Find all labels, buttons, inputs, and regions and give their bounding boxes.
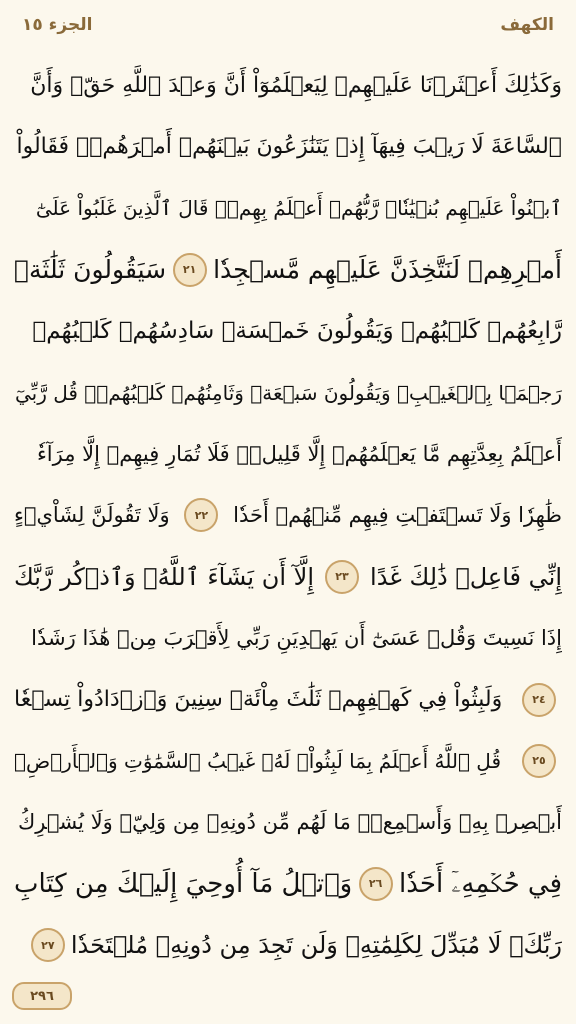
verse-text: رَبِّكَۖ لَا مُبَدِّلَ لِكَلِمَٰتِهِۦ وَلَن تَجِدَ مِن دُونِهِۦ مُلۡتَحَدٗا	[70, 931, 562, 960]
verse-text-area	[14, 55, 562, 976]
text-line	[14, 792, 562, 853]
text-line	[14, 178, 562, 239]
text-line	[14, 546, 562, 607]
verse-text: ظَٰهِرٗا وَلَا تَسۡتَفۡتِ فِيهِم مِّنۡهُمۡ أَحَدٗا	[233, 502, 562, 527]
verse-text: رَجۡمَۢا بِٱلۡغَيۡبِۖ وَيَقُولُونَ سَبۡعَةٞ وَثَامِنُهُمۡ كَلۡبُهُمۡۚ قُل رَّبِّيٓ	[14, 380, 562, 405]
verse-text: قُلِ ٱللَّهُ أَعۡلَمُ بِمَا لَبِثُواْۖ لَهُۥ غَيۡبُ ٱلسَّمَٰوَٰتِ وَٱلۡأَرۡضِۖ	[14, 748, 502, 773]
verse-text: أَعۡلَمُ بِعِدَّتِهِم مَّا يَعۡلَمُهُمۡ إِلَّا قَلِيلٞۗ فَلَا تُمَارِ فِيهِمۡ إِلَّا مِرَآءٗ	[36, 441, 562, 466]
page-number: ٢٩٦	[30, 988, 54, 1004]
verse-text: وَٱتۡلُ مَآ أُوحِيَ إِلَيۡكَ مِن كِتَابِ	[14, 868, 353, 899]
text-line	[14, 669, 562, 730]
verse-text: وَلَا تَقُولَنَّ لِشَاْيۡءٍ	[14, 502, 170, 527]
text-line	[14, 301, 562, 362]
ayah-number-marker: ٢١	[173, 253, 207, 287]
ayah-number-marker: ٢٤	[522, 683, 556, 717]
text-line	[14, 116, 562, 177]
verse-text: أَبۡصِرۡ بِهِۦ وَأَسۡمِعۡۚ مَا لَهُم مِّن دُونِهِۦ مِن وَلِيّٖ وَلَا يُشۡرِكُ	[17, 809, 562, 834]
verse-text: أَمۡرِهِمۡ لَنَتَّخِذَنَّ عَلَيۡهِم مَّسۡجِدٗا	[213, 255, 562, 285]
verse-text: ٱلسَّاعَةَ لَا رَيۡبَ فِيهَآ إِذۡ يَتَنَٰزَعُونَ بَيۡنَهُمۡ أَمۡرَهُمۡۖ فَقَالُواْ	[16, 134, 562, 160]
ayah-number-marker: ٢٣	[325, 560, 359, 594]
ayah-number-marker: ٢٢	[184, 498, 218, 532]
ayah-number-marker: ٢٦	[359, 867, 393, 901]
verse-text: وَلَبِثُواْ فِي كَهۡفِهِمۡ ثَلَٰثَ مِاْئَةٖ سِنِينَ وَٱزۡدَادُواْ تِسۡعٗا	[14, 686, 503, 712]
verse-text: وَكَذَٰلِكَ أَعۡثَرۡنَا عَلَيۡهِمۡ لِيَعۡلَمُوٓاْ أَنَّ وَعۡدَ ٱللَّهِ حَقّٞ وَأَنَّ	[30, 72, 562, 98]
verse-text: سَيَقُولُونَ ثَلَٰثَةٞ	[14, 255, 167, 285]
text-line	[14, 853, 562, 914]
text-line	[14, 485, 562, 546]
juz-label: الجزء ١٥	[22, 15, 93, 35]
verse-text: إِلَّآ أَن يَشَآءَ ٱللَّهُۚ وَٱذۡكُر رَّبَّكَ	[14, 562, 314, 591]
surah-name: الكهف	[500, 15, 554, 35]
verse-text: فِي حُكۡمِهِۦٓ أَحَدٗا	[399, 868, 562, 899]
verse-text: رَّابِعُهُمۡ كَلۡبُهُمۡ وَيَقُولُونَ خَمۡسَةٞ سَادِسُهُمۡ كَلۡبُهُمۡ	[32, 317, 562, 344]
verse-text: إِنِّي فَاعِلٞ ذَٰلِكَ غَدًا	[370, 562, 562, 591]
page-number-badge	[12, 982, 72, 1010]
ayah-number-marker: ٢٧	[31, 928, 65, 962]
text-line	[14, 55, 562, 116]
text-line	[14, 608, 562, 669]
text-line	[14, 239, 562, 300]
page-header	[22, 10, 554, 40]
text-line	[14, 914, 562, 975]
verse-text: إِذَا نَسِيتَ وَقُلۡ عَسَىٰٓ أَن يَهۡدِيَنِ رَبِّي لِأَقۡرَبَ مِنۡ هَٰذَا رَشَدٗا	[31, 625, 562, 650]
verse-text: ٱبۡنُواْ عَلَيۡهِم بُنۡيَٰنٗاۖ رَّبُّهُمۡ أَعۡلَمُ بِهِمۡۚ قَالَ ٱلَّذِينَ غَلَبُواْ عَلَىٰٓ	[35, 196, 562, 221]
text-line	[14, 730, 562, 791]
text-line	[14, 423, 562, 484]
text-line	[14, 362, 562, 423]
ayah-number-marker: ٢٥	[522, 744, 556, 778]
